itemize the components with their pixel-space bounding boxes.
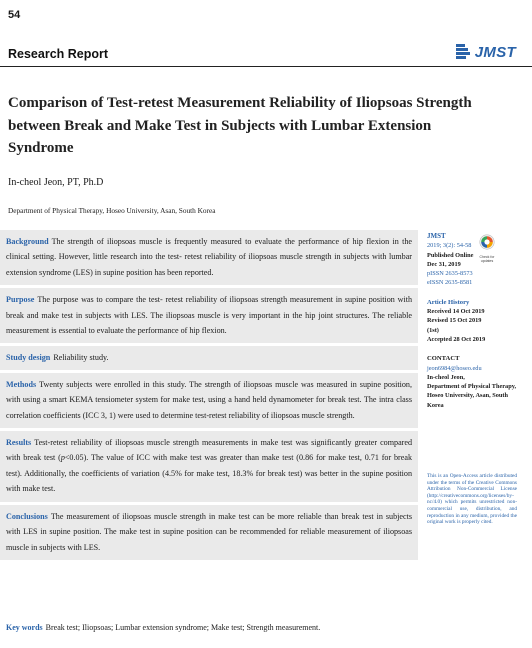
sidebar-contact-title: CONTACT — [427, 355, 460, 363]
sidebar-contact-name: In-cheol Jeon, — [427, 373, 465, 381]
abstract-methods — [0, 373, 418, 428]
keywords — [6, 623, 320, 632]
abstract-design — [0, 346, 418, 369]
journal-logo-icon — [455, 43, 471, 61]
license-text: This is an Open-Access article distributed under the terms of the Creative Commons Attribution Non-Commercial License (http://creativecommons.org/licenses/by-nc/4.0) which permits unrestricted non-commercial use, distribution, and reproduction in any medium, provided the original work is properly cited. — [427, 473, 517, 526]
abstract-design-text: Reliability study. — [53, 353, 109, 363]
journal-logo-text: JMST — [474, 43, 516, 61]
journal-logo — [455, 42, 516, 62]
abstract-methods-label: Methods — [6, 379, 37, 389]
abstract — [0, 230, 418, 563]
sidebar-journal: JMST — [427, 232, 446, 240]
abstract-purpose — [0, 288, 418, 343]
abstract-results-text-1: Test-retest reliability of iliopsoas muscle strength measurements in make test was significantly greater compared with break test ( — [6, 438, 412, 463]
abstract-design-label: Study design — [6, 353, 51, 363]
affiliation: Department of Physical Therapy, Hoseo University, Asan, South Korea — [8, 206, 216, 215]
authors: In-cheol Jeon, PT, Ph.D — [8, 177, 104, 188]
abstract-results — [0, 431, 418, 502]
crossmark-caption: Check for updates — [479, 255, 495, 263]
sidebar-history-title: Article History — [427, 298, 470, 306]
sidebar-accepted: Accepted 28 Oct 2019 — [427, 335, 486, 343]
abstract-background — [0, 230, 418, 285]
sidebar-revised: Revised 15 Oct 2019 — [427, 317, 482, 325]
sidebar-received: Received 14 Oct 2019 — [427, 308, 485, 316]
sidebar-contact-dept: Department of Physical Therapy, Hoseo University, Asan, South Korea — [427, 383, 517, 409]
abstract-background-text: The strength of iliopsoas muscle is frequently measured to evaluate the performance of hip flexion in the clinical setting. However, little research into the test- retest reliability of iliopsoas muscle strength in subjects with lumbar extension syndrome (LES) in supine position has been reported. — [6, 237, 412, 277]
sidebar-eissn: eISSN 2635-8581 — [427, 279, 473, 287]
sidebar-revised-round: (1st) — [427, 326, 439, 334]
abstract-results-p: p — [60, 453, 65, 463]
title-line: Comparison of Test-retest Measurement Reliability of Iliopsoas Strength — [8, 95, 472, 111]
sidebar-published-label: Published Online — [427, 251, 474, 259]
title-line: Syndrome — [8, 140, 74, 156]
title-line: between Break and Make Test in Subjects with Lumbar Extension — [8, 117, 432, 134]
abstract-results-label: Results — [6, 438, 32, 448]
keywords-text: Break test; Iliopsoas; Lumbar extension syndrome; Make test; Strength measurement. — [45, 623, 321, 632]
abstract-background-label: Background — [6, 237, 49, 246]
header-bar — [0, 38, 532, 67]
article-info-sidebar — [427, 232, 520, 410]
sidebar-volume: 2019; 3(2): 54-58 — [427, 242, 472, 250]
abstract-conclusions-label: Conclusions — [6, 511, 48, 521]
article-title — [8, 92, 478, 160]
page-number: 54 — [8, 9, 21, 21]
sidebar-published-date: Dec 31, 2019 — [427, 260, 461, 268]
section-tag: Research Report — [8, 47, 109, 61]
sidebar-pissn: pISSN 2635-8573 — [427, 270, 473, 278]
abstract-results-text-2: <0.05). The value of ICC with make test was greater than make test (0.86 for make test, 0.71 for break test). Additionally, the coefficients of variation (4.5% for make test, 18.3% for break test) was better in the supine position with make test. — [6, 453, 412, 494]
sidebar-email-link[interactable]: jeon6984@hoseo.edu — [427, 364, 482, 372]
abstract-conclusions — [0, 505, 418, 560]
abstract-purpose-text: The purpose was to compare the test- retest reliability of iliopsoas strength measurement in supine position with break and make test in subjects with LES. The iliopsoas muscle is very important in the hip joint structures. The reliable measurement is essential to evaluate the performance of hip flexion. — [6, 295, 412, 336]
abstract-purpose-label: Purpose — [6, 295, 35, 305]
abstract-conclusions-text: The measurement of iliopsoas muscle strength in make test can be more reliable than break test in subjects with LES in supine position. The make test in supine position can be recommended for reliable measurement of iliopsoas muscle in subjects with LES. — [6, 511, 412, 552]
abstract-methods-text: Twenty subjects were enrolled in this study. The strength of iliopsoas muscle was measured in supine position, with using a smart KEMA tensiometer system for make test, using a hand held dynamometer for break test. The intra class correlation coefficients (ICC 3, 1) were used to determine test-retest reliability of iliopsoas muscle strength. — [6, 379, 412, 420]
keywords-label: Key words — [6, 623, 43, 632]
